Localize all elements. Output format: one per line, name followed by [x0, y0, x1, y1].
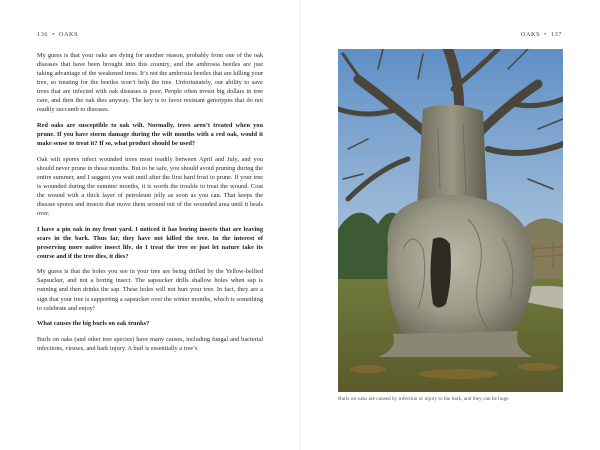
right-running-head	[521, 31, 562, 38]
question-paragraph: I have a pin oak in my front yard. I noticed it has boring insects that are leaving scars in the bark. Thus far, they have not killed the tree. In the interest of preserving more native insect life, do I treat the tree or just let nature take its course and if the tree dies, it dies?	[37, 225, 263, 260]
left-page-number: 136	[37, 31, 49, 38]
page-gutter	[299, 0, 301, 450]
oak-burl-photo	[338, 49, 563, 392]
answer-paragraph: My guess is that the holes you see in your tree are being drilled by the Yellow-bellied Sapsucker, and not a boring insect. The sapsucker drills shallow holes when sap is running and then drinks the sap. These holes will not hurt your tree. In fact, they are a sign that your tree is supporting a sapsucker over the winter months, which is something to celebrate and enjoy!	[37, 268, 263, 312]
left-running-head	[37, 31, 78, 38]
question-paragraph: Red oaks are susceptible to oak wilt. Normally, trees aren’t treated when you prune. If you have storm damage during the wilt months with a red oak, would it make sense to treat it? If so, what product should be used?	[37, 121, 263, 148]
answer-paragraph: My guess is that your oaks are dying for another reason, probably from one of the oak diseases that have been brought into this country, and the ambrosia beetles are just taking advantage of the weakened trees. It’s not the ambrosia beetles that are killing your tree, so treating for the beetles won’t help the tree. Unfortunately, our ability to save trees that are infected with oak diseases is poor. People often invest big dollars in tree care, and then the oak dies anyway. The key is to favor resistant genotypes that do not readily succumb to diseases.	[37, 52, 264, 114]
left-text-column	[37, 51, 263, 360]
oak-tree-illustration	[338, 49, 563, 392]
header-bullet: •	[52, 31, 55, 38]
right-running-title: OAKS	[520, 31, 541, 38]
left-running-title: OAKS	[58, 31, 79, 38]
large-burl	[387, 195, 533, 341]
answer-paragraph: Burls on oaks (and other tree species) have many causes, including fungal and bacterial infections, viruses, and bark injury. A burl is essentially a tree’s	[37, 335, 263, 352]
answer-paragraph: Oak wilt spores infect wounded trees most readily between April and July, and you should never prune in those months. But to be safe, you should avoid pruning during the entire summer, and I suggest you wait until after the first hard frost to prune. If your tree is wounded during the summer months, it is worth the trouble to treat the wound. Coat the wound with a thick layer of petroleum jelly as soon as you can. That keeps the disease spores and insects that move them around out of the wounded area until it heals over.	[37, 155, 263, 217]
photo-caption: Burls on oaks are caused by infection or injury to the bark, and they can be huge.	[338, 396, 510, 402]
question-paragraph: What causes the big burls on oak trunks?	[37, 320, 150, 328]
header-bullet: •	[544, 31, 547, 38]
right-page-number: 137	[550, 31, 562, 38]
roots	[378, 331, 533, 357]
